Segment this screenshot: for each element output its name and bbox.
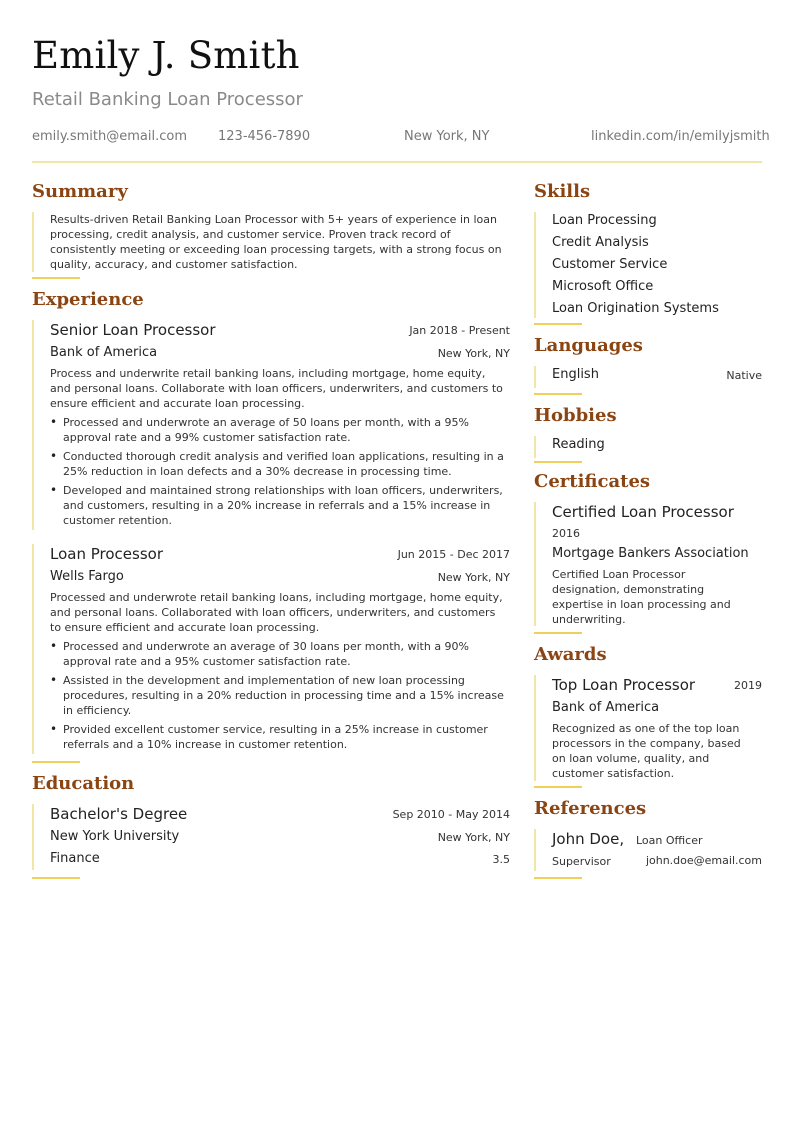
education-heading: Education	[32, 773, 135, 794]
reference-role: Loan Officer	[636, 834, 703, 847]
job-2-bullet-2: • Assisted in the development and implementation of new loan processing procedures, resulting in a 20% reduction in processing time and a 15% increase in efficiency.	[50, 673, 510, 718]
education-gpa: 3.5	[492, 853, 510, 866]
language-level: Native	[726, 369, 762, 382]
job-1-accent-bar	[32, 320, 34, 530]
reference-role-line2: Supervisor	[552, 855, 611, 868]
job-2-company: Wells Fargo	[50, 569, 124, 584]
job-2-dates: Jun 2015 - Dec 2017	[397, 548, 510, 561]
education-dates: Sep 2010 - May 2014	[392, 808, 510, 821]
awards-heading: Awards	[534, 644, 607, 665]
education-underline	[32, 877, 80, 879]
awards-underline	[534, 786, 582, 788]
contact-location: New York, NY	[404, 129, 490, 144]
certificate-year: 2016	[552, 527, 580, 540]
summary-heading: Summary	[32, 181, 128, 202]
skill-item: Credit Analysis	[552, 235, 649, 250]
certificate-description: Certified Loan Processor designation, demonstrating expertise in loan processing and underwriting.	[552, 568, 731, 626]
job-2-title: Loan Processor	[50, 545, 163, 563]
contact-bar	[32, 129, 770, 147]
experience-underline	[32, 761, 80, 763]
skill-item: Loan Origination Systems	[552, 301, 719, 316]
certificates-heading: Certificates	[534, 471, 651, 492]
job-1-description: Process and underwrite retail banking loans, including mortgage, home equity, and personal loans. Collaborate with loan officers, underwriters, and customers to ensure efficient and accurate loan processing.	[50, 367, 503, 410]
summary-underline	[32, 277, 80, 279]
education-location: New York, NY	[437, 831, 510, 844]
references-underline	[534, 877, 582, 879]
skill-item: Loan Processing	[552, 213, 657, 228]
education-school: New York University	[50, 829, 180, 844]
certificates-accent-bar	[534, 502, 536, 626]
summary-accent-bar	[32, 212, 34, 272]
job-2-description: Processed and underwrote retail banking loans, including mortgage, home equity, and personal loans. Collaborated with loan officers, underwriters, and customers to ensure efficient and accurate loan processing.	[50, 591, 503, 634]
reference-name: John Doe,	[552, 830, 625, 848]
education-field: Finance	[50, 851, 100, 866]
skill-item: Microsoft Office	[552, 279, 654, 294]
references-accent-bar	[534, 829, 536, 871]
job-2-bullet-3: • Provided excellent customer service, resulting in a 25% increase in customer referrals and a 10% increase in customer retention.	[50, 722, 500, 752]
job-1-bullet-1: • Processed and underwrote an average of 50 loans per month, with a 95% approval rate and a 99% customer satisfaction rate.	[50, 415, 508, 445]
skills-accent-bar	[534, 212, 536, 318]
job-1-location: New York, NY	[437, 347, 510, 360]
award-year: 2019	[734, 679, 762, 692]
award-issuer: Bank of America	[552, 700, 660, 715]
contact-email[interactable]: emily.smith@email.com	[32, 129, 187, 144]
summary-text: Results-driven Retail Banking Loan Processor with 5+ years of experience in loan processing, credit analysis, and customer service. Proven track record of consistently meeting or exceeding loan processing targets, with a strong focus on quality, accuracy, and customer satisfaction.	[50, 213, 502, 271]
hobbies-underline	[534, 461, 582, 463]
languages-underline	[534, 393, 582, 395]
hobbies-accent-bar	[534, 436, 536, 458]
hobby-item: Reading	[552, 437, 605, 452]
job-1-dates: Jan 2018 - Present	[409, 324, 510, 337]
job-1-title: Senior Loan Processor	[50, 321, 216, 339]
job-1-bullet-3: • Developed and maintained strong relationships with loan officers, underwriters, and customers, resulting in a 20% increase in referrals and a 15% increase in customer retention.	[50, 483, 510, 528]
candidate-headline: Retail Banking Loan Processor	[32, 89, 303, 110]
skills-underline	[534, 323, 582, 325]
contact-linkedin[interactable]: linkedin.com/in/emilyjsmith	[591, 129, 770, 144]
experience-heading: Experience	[32, 289, 144, 310]
candidate-name: Emily J. Smith	[32, 34, 300, 77]
education-accent-bar	[32, 804, 34, 870]
job-1-bullet-2: • Conducted thorough credit analysis and verified loan applications, resulting in a 25% reduction in loan defects and a 30% decrease in processing time.	[50, 449, 508, 479]
hobbies-heading: Hobbies	[534, 405, 617, 426]
languages-accent-bar	[534, 366, 536, 388]
award-description: Recognized as one of the top loan processors in the company, based on loan volume, quality, and customer satisfaction.	[552, 722, 741, 780]
header-divider	[32, 161, 762, 163]
job-2-bullet-1: • Processed and underwrote an average of 30 loans per month, with a 90% approval rate and a 95% customer satisfaction rate.	[50, 639, 490, 669]
award-name: Top Loan Processor	[552, 676, 696, 694]
skills-heading: Skills	[534, 181, 591, 202]
reference-email[interactable]: john.doe@email.com	[645, 854, 762, 867]
certificate-name: Certified Loan Processor	[552, 503, 734, 521]
education-degree: Bachelor's Degree	[50, 805, 188, 823]
awards-accent-bar	[534, 675, 536, 781]
job-2-accent-bar	[32, 544, 34, 754]
references-heading: References	[534, 798, 647, 819]
language-name: English	[552, 367, 599, 382]
certificates-underline	[534, 632, 582, 634]
job-2-location: New York, NY	[437, 571, 510, 584]
skill-item: Customer Service	[552, 257, 668, 272]
job-1-company: Bank of America	[50, 345, 158, 360]
languages-heading: Languages	[534, 335, 643, 356]
certificate-issuer: Mortgage Bankers Association	[552, 546, 749, 561]
contact-phone: 123-456-7890	[218, 129, 311, 144]
